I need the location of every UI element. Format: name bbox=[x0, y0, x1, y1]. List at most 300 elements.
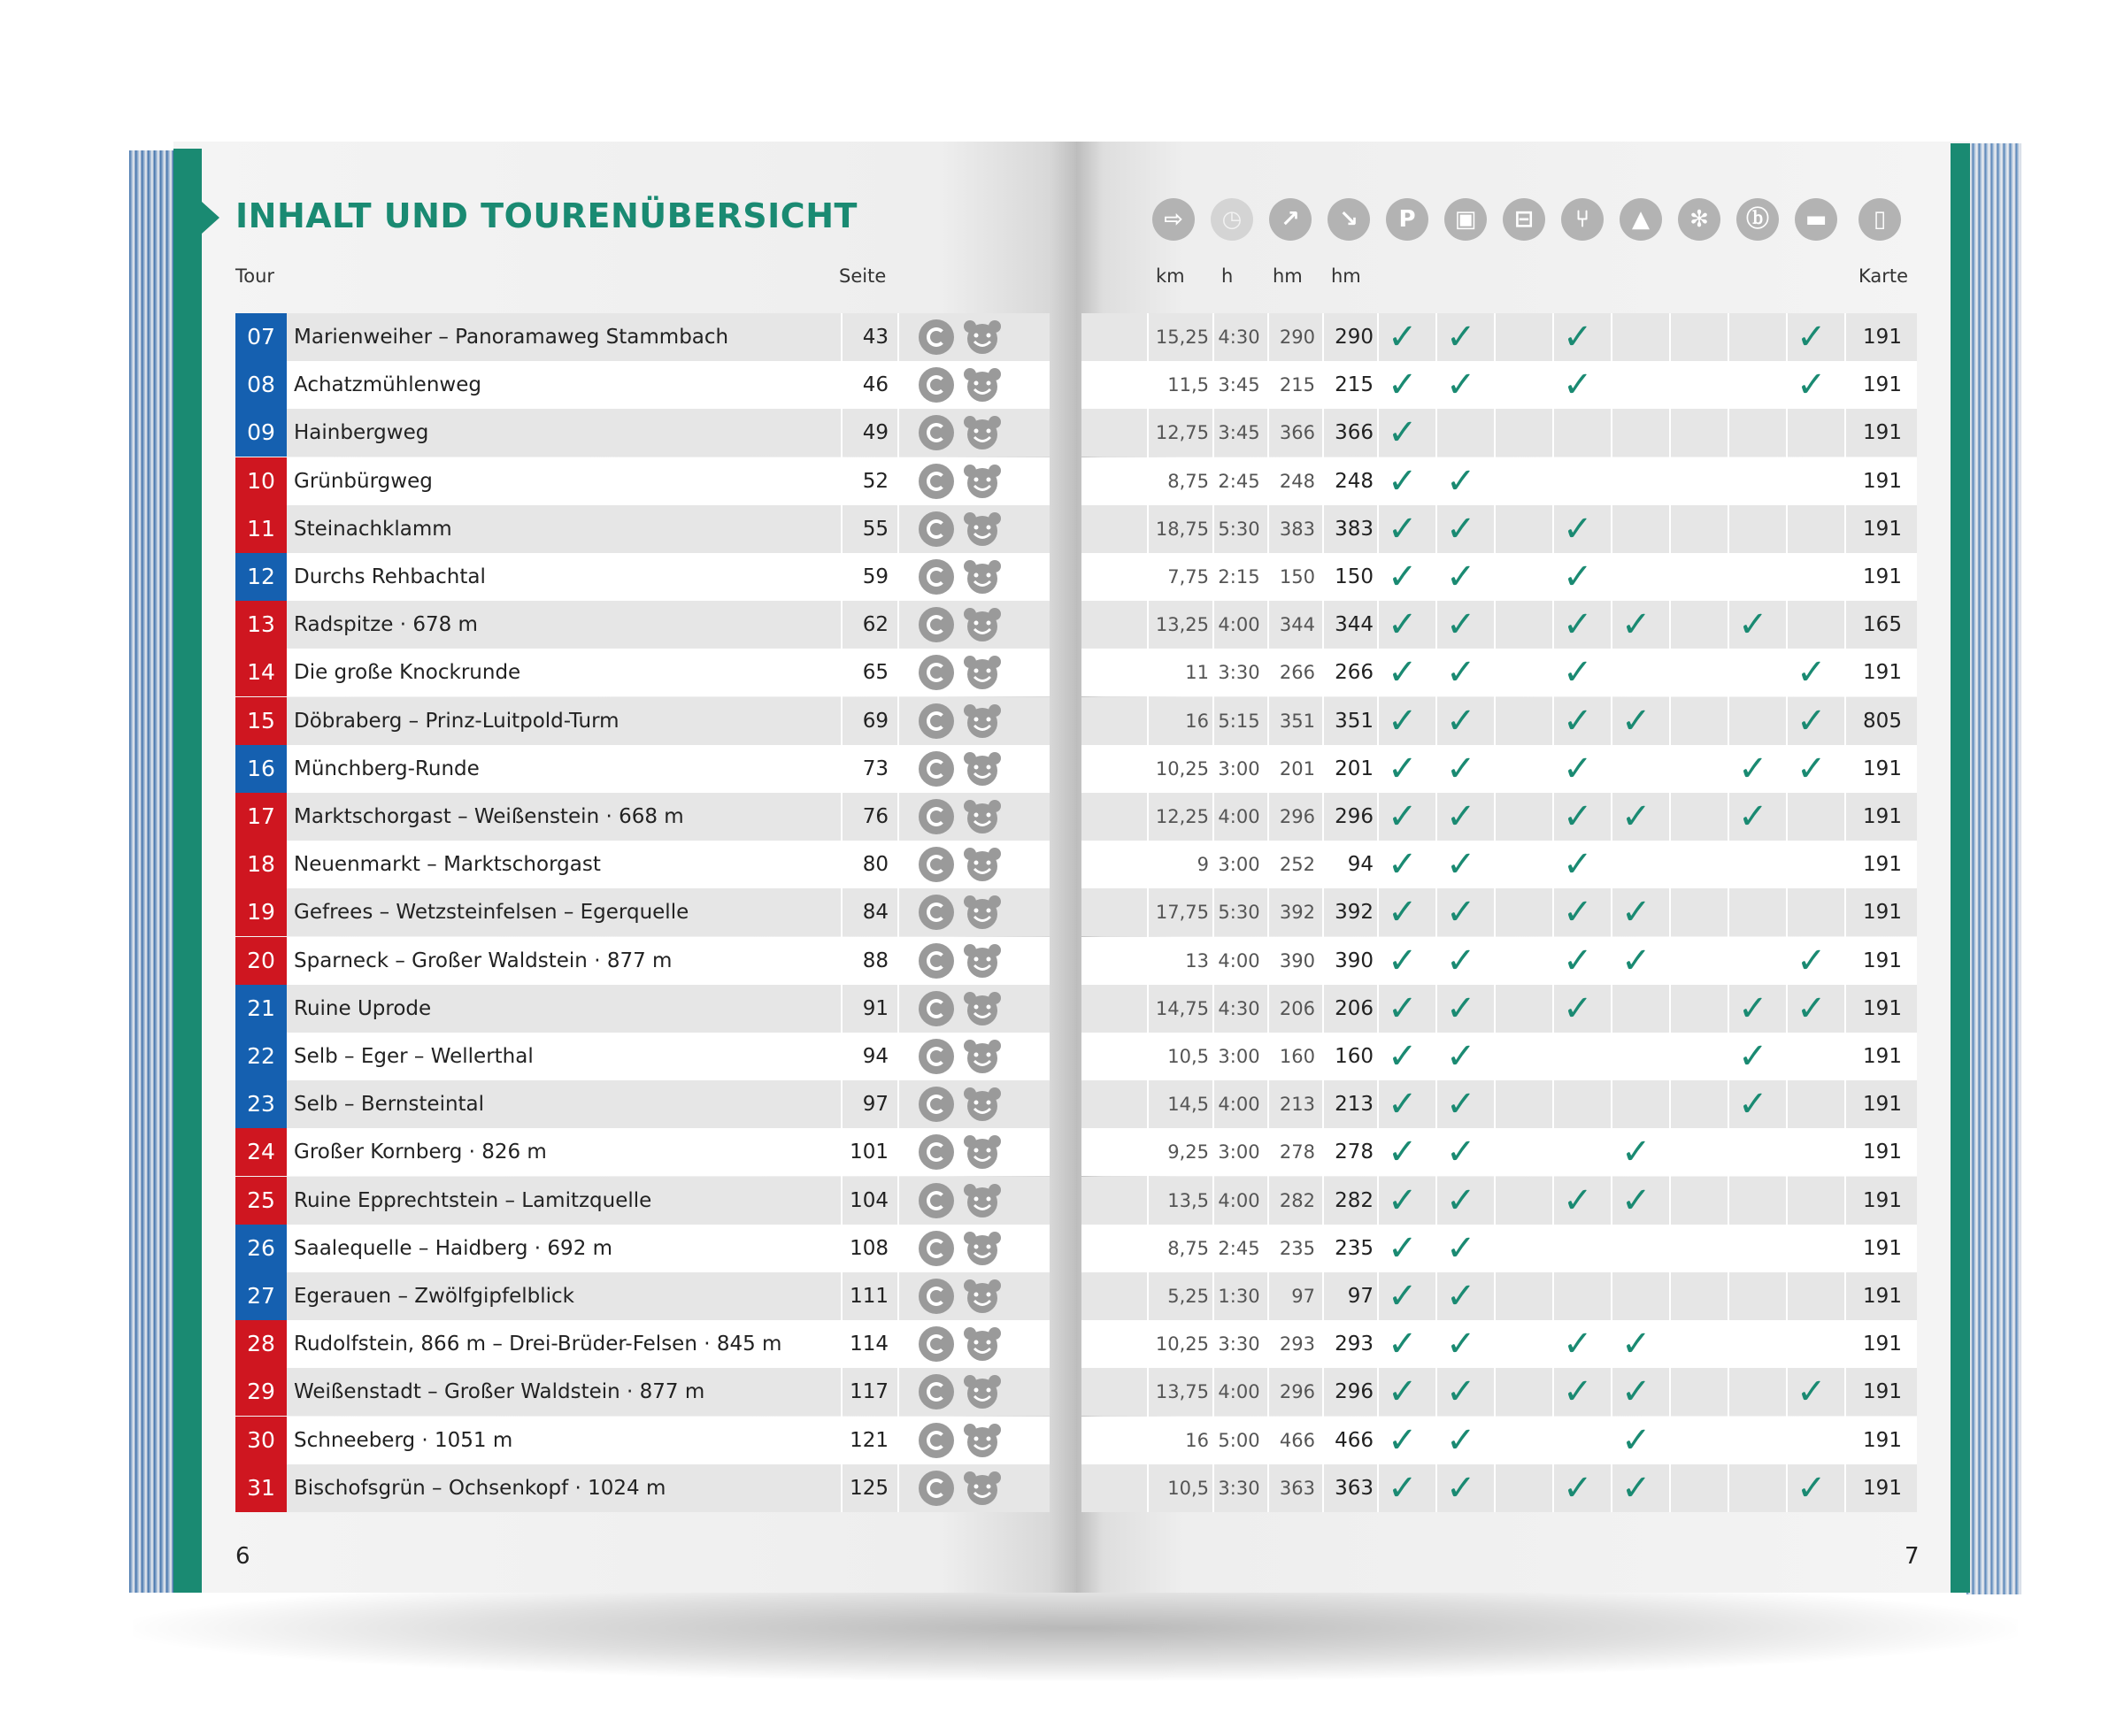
check-mark-icon: ✓ bbox=[1563, 317, 1593, 357]
tour-page: 43 bbox=[862, 326, 889, 349]
check-mark-icon: ✓ bbox=[1563, 604, 1593, 645]
difficulty-icon bbox=[919, 1374, 954, 1410]
check-mark-icon: ✓ bbox=[1738, 1084, 1768, 1125]
header-ascent: hm bbox=[1273, 265, 1303, 287]
tour-number-badge: 15 bbox=[235, 697, 287, 745]
column-divider bbox=[841, 313, 843, 1512]
left-page-accent-bar bbox=[173, 149, 202, 1593]
tour-page: 65 bbox=[862, 661, 889, 684]
tour-descent: 466 bbox=[1335, 1429, 1374, 1452]
check-mark-icon: ✓ bbox=[1388, 1420, 1418, 1461]
bus-icon: ▣ bbox=[1444, 198, 1487, 241]
check-mark-icon: ✓ bbox=[1738, 796, 1768, 837]
column-divider bbox=[1611, 313, 1612, 1512]
check-mark-icon: ✓ bbox=[1446, 1132, 1476, 1172]
tour-name: Großer Kornberg · 826 m bbox=[294, 1141, 547, 1164]
check-mark-icon: ✓ bbox=[1388, 604, 1418, 645]
tour-ascent: 248 bbox=[1279, 471, 1315, 492]
tour-km: 11 bbox=[1185, 662, 1209, 683]
check-mark-icon: ✓ bbox=[1563, 652, 1593, 693]
difficulty-icon bbox=[919, 655, 954, 690]
check-mark-icon: ✓ bbox=[1797, 652, 1827, 693]
check-mark-icon: ✓ bbox=[1563, 1324, 1593, 1364]
column-divider bbox=[1728, 313, 1729, 1512]
tour-page: 62 bbox=[862, 613, 889, 636]
tour-hours: 4:30 bbox=[1218, 998, 1260, 1019]
tour-descent: 206 bbox=[1335, 997, 1374, 1020]
tour-hours: 3:30 bbox=[1218, 1478, 1260, 1499]
tour-km: 16 bbox=[1185, 1430, 1209, 1451]
difficulty-icon bbox=[919, 1183, 954, 1218]
right-page-accent-bar bbox=[1951, 143, 1970, 1593]
check-mark-icon: ✓ bbox=[1797, 1468, 1827, 1509]
tour-km: 16 bbox=[1185, 711, 1209, 732]
tour-map-number: 191 bbox=[1863, 1285, 1902, 1308]
check-mark-icon: ✓ bbox=[1563, 988, 1593, 1029]
tour-number-badge: 24 bbox=[235, 1128, 287, 1176]
tour-km: 12,75 bbox=[1155, 422, 1209, 443]
family-bear-icon bbox=[963, 464, 1002, 499]
tour-hours: 3:00 bbox=[1218, 854, 1260, 875]
check-mark-icon: ✓ bbox=[1446, 1084, 1476, 1125]
tour-ascent: 278 bbox=[1279, 1141, 1315, 1163]
difficulty-icon bbox=[919, 1423, 954, 1458]
check-mark-icon: ✓ bbox=[1797, 701, 1827, 741]
tour-hours: 3:00 bbox=[1218, 1141, 1260, 1163]
tour-name: Hainbergweg bbox=[294, 421, 429, 444]
tour-number-badge: 08 bbox=[235, 361, 287, 409]
tour-page: 94 bbox=[862, 1045, 889, 1068]
check-mark-icon: ✓ bbox=[1388, 1324, 1418, 1364]
tour-number-badge: 30 bbox=[235, 1417, 287, 1464]
column-divider bbox=[1147, 313, 1149, 1512]
tour-map-number: 191 bbox=[1863, 1429, 1902, 1452]
column-divider bbox=[1267, 313, 1269, 1512]
tour-page: 121 bbox=[850, 1429, 889, 1452]
tour-name: Gefrees – Wetzsteinfelsen – Egerquelle bbox=[294, 901, 689, 924]
tour-km: 13,25 bbox=[1155, 614, 1209, 635]
family-bear-icon bbox=[963, 1326, 1002, 1362]
tour-number-badge: 14 bbox=[235, 649, 287, 696]
tour-descent: 150 bbox=[1335, 565, 1374, 588]
tour-number-badge: 31 bbox=[235, 1464, 287, 1512]
family-bear-icon bbox=[963, 367, 1002, 403]
column-divider bbox=[1322, 313, 1324, 1512]
tour-name: Rudolfstein, 866 m – Drei-Brüder-Felsen · 845 m bbox=[294, 1333, 782, 1356]
tour-descent: 278 bbox=[1335, 1141, 1374, 1164]
tour-ascent: 97 bbox=[1291, 1286, 1315, 1307]
page-number-left: 6 bbox=[235, 1543, 250, 1570]
check-mark-icon: ✓ bbox=[1388, 1180, 1418, 1221]
difficulty-wave-icon bbox=[919, 847, 954, 882]
column-divider bbox=[1435, 313, 1437, 1512]
tour-descent: 282 bbox=[1335, 1189, 1374, 1212]
tour-hours: 5:30 bbox=[1218, 518, 1260, 540]
tour-number-badge: 22 bbox=[235, 1033, 287, 1080]
check-mark-icon: ✓ bbox=[1738, 988, 1768, 1029]
tour-name: Döbraberg – Prinz-Luitpold-Turm bbox=[294, 710, 620, 733]
check-mark-icon: ✓ bbox=[1563, 1180, 1593, 1221]
family-bear-icon bbox=[963, 1231, 1002, 1266]
check-mark-icon: ✓ bbox=[1797, 749, 1827, 789]
check-mark-icon: ✓ bbox=[1797, 988, 1827, 1029]
tour-hours: 5:30 bbox=[1218, 902, 1260, 923]
check-mark-icon: ✓ bbox=[1621, 1468, 1651, 1509]
tour-ascent: 206 bbox=[1279, 998, 1315, 1019]
difficulty-icon bbox=[919, 1326, 954, 1362]
check-mark-icon: ✓ bbox=[1388, 557, 1418, 597]
difficulty-icon bbox=[919, 1231, 954, 1266]
ascent-icon: ↗ bbox=[1269, 198, 1312, 241]
tour-ascent: 160 bbox=[1279, 1046, 1315, 1067]
tour-number-badge: 20 bbox=[235, 937, 287, 985]
tour-map-number: 191 bbox=[1863, 1477, 1902, 1500]
tour-ascent: 282 bbox=[1279, 1190, 1315, 1211]
tour-descent: 351 bbox=[1335, 710, 1374, 733]
check-mark-icon: ✓ bbox=[1446, 365, 1476, 405]
tour-ascent: 215 bbox=[1279, 374, 1315, 396]
check-mark-icon: ✓ bbox=[1797, 1371, 1827, 1412]
check-mark-icon: ✓ bbox=[1388, 749, 1418, 789]
tour-map-number: 191 bbox=[1863, 1237, 1902, 1260]
tour-name: Münchberg-Runde bbox=[294, 757, 480, 780]
check-mark-icon: ✓ bbox=[1446, 1228, 1476, 1269]
tour-km: 13,75 bbox=[1155, 1381, 1209, 1402]
family-bear-icon bbox=[963, 703, 1002, 739]
check-mark-icon: ✓ bbox=[1446, 701, 1476, 741]
tour-map-number: 191 bbox=[1863, 1380, 1902, 1403]
tour-name: Radspitze · 678 m bbox=[294, 613, 478, 636]
check-mark-icon: ✓ bbox=[1446, 604, 1476, 645]
tour-number-badge: 27 bbox=[235, 1272, 287, 1320]
check-mark-icon: ✓ bbox=[1388, 844, 1418, 885]
tour-ascent: 235 bbox=[1279, 1238, 1315, 1259]
header-karte: Karte bbox=[1858, 265, 1909, 287]
tour-ascent: 466 bbox=[1279, 1430, 1315, 1451]
check-mark-icon: ✓ bbox=[1446, 988, 1476, 1029]
tour-km: 10,25 bbox=[1155, 758, 1209, 780]
tour-page: 104 bbox=[850, 1189, 889, 1212]
family-bear-icon bbox=[963, 1279, 1002, 1314]
check-mark-icon: ✓ bbox=[1388, 412, 1418, 453]
check-mark-icon: ✓ bbox=[1797, 941, 1827, 981]
check-mark-icon: ✓ bbox=[1388, 461, 1418, 502]
tour-hours: 4:00 bbox=[1218, 1094, 1260, 1115]
tour-page: 46 bbox=[862, 373, 889, 396]
difficulty-icon bbox=[919, 703, 954, 739]
tour-number-badge: 11 bbox=[235, 505, 287, 553]
check-mark-icon: ✓ bbox=[1797, 365, 1827, 405]
page-number-right: 7 bbox=[1905, 1543, 1920, 1570]
check-mark-icon: ✓ bbox=[1388, 1036, 1418, 1077]
tour-page: 49 bbox=[862, 421, 889, 444]
check-mark-icon: ✓ bbox=[1563, 749, 1593, 789]
family-bear-icon bbox=[963, 607, 1002, 642]
tour-km: 13,5 bbox=[1167, 1190, 1209, 1211]
tour-ascent: 383 bbox=[1279, 518, 1315, 540]
tour-map-number: 191 bbox=[1863, 565, 1902, 588]
tour-hours: 4:00 bbox=[1218, 950, 1260, 972]
difficulty-icon bbox=[919, 1087, 954, 1122]
tour-descent: 390 bbox=[1335, 949, 1374, 972]
tour-number-badge: 25 bbox=[235, 1177, 287, 1225]
family-bear-icon bbox=[963, 1087, 1002, 1122]
tour-map-number: 191 bbox=[1863, 518, 1902, 541]
difficulty-icon bbox=[919, 367, 954, 403]
page-title: INHALT UND TOURENÜBERSICHT bbox=[235, 196, 858, 235]
check-mark-icon: ✓ bbox=[1738, 749, 1768, 789]
tour-ascent: 293 bbox=[1279, 1333, 1315, 1355]
tour-map-number: 191 bbox=[1863, 805, 1902, 828]
tour-map-number: 191 bbox=[1863, 997, 1902, 1020]
tour-map-number: 191 bbox=[1863, 853, 1902, 876]
tour-km: 15,25 bbox=[1155, 326, 1209, 348]
tour-hours: 4:00 bbox=[1218, 1381, 1260, 1402]
family-bear-icon bbox=[963, 1183, 1002, 1218]
tour-ascent: 266 bbox=[1279, 662, 1315, 683]
family-bear-icon bbox=[963, 1039, 1002, 1074]
check-mark-icon: ✓ bbox=[1621, 1180, 1651, 1221]
check-mark-icon: ✓ bbox=[1388, 796, 1418, 837]
tour-number-badge: 21 bbox=[235, 985, 287, 1033]
tour-map-number: 191 bbox=[1863, 949, 1902, 972]
check-mark-icon: ✓ bbox=[1621, 796, 1651, 837]
tour-ascent: 213 bbox=[1279, 1094, 1315, 1115]
check-mark-icon: ✓ bbox=[1621, 1371, 1651, 1412]
tour-map-number: 805 bbox=[1863, 710, 1902, 733]
check-mark-icon: ✓ bbox=[1388, 1084, 1418, 1125]
check-mark-icon: ✓ bbox=[1446, 844, 1476, 885]
difficulty-icon bbox=[919, 1471, 954, 1506]
tour-map-number: 191 bbox=[1863, 661, 1902, 684]
tour-name: Die große Knockrunde bbox=[294, 661, 521, 684]
check-mark-icon: ✓ bbox=[1563, 796, 1593, 837]
family-bear-icon bbox=[963, 847, 1002, 882]
tour-number-badge: 07 bbox=[235, 313, 287, 361]
check-mark-icon: ✓ bbox=[1563, 1371, 1593, 1412]
column-divider bbox=[1844, 313, 1846, 1512]
tour-ascent: 150 bbox=[1279, 566, 1315, 588]
tour-name: Grünbürgweg bbox=[294, 470, 433, 493]
tour-map-number: 191 bbox=[1863, 1141, 1902, 1164]
check-mark-icon: ✓ bbox=[1388, 365, 1418, 405]
difficulty-icon bbox=[919, 559, 954, 595]
tour-number-badge: 09 bbox=[235, 409, 287, 457]
tour-descent: 215 bbox=[1335, 373, 1374, 396]
check-mark-icon: ✓ bbox=[1446, 1420, 1476, 1461]
tour-km: 10,5 bbox=[1167, 1046, 1209, 1067]
tour-descent: 366 bbox=[1335, 421, 1374, 444]
check-mark-icon: ✓ bbox=[1388, 1276, 1418, 1317]
family-bear-icon bbox=[963, 1423, 1002, 1458]
tour-descent: 392 bbox=[1335, 901, 1374, 924]
header-km: km bbox=[1156, 265, 1185, 287]
family-bear-icon bbox=[963, 799, 1002, 834]
family-bear-icon bbox=[963, 1134, 1002, 1170]
check-mark-icon: ✓ bbox=[1446, 1276, 1476, 1317]
difficulty-icon bbox=[919, 1039, 954, 1074]
tour-descent: 248 bbox=[1335, 470, 1374, 493]
tour-ascent: 252 bbox=[1279, 854, 1315, 875]
tour-page: 108 bbox=[850, 1237, 889, 1260]
difficulty-icon bbox=[919, 1134, 954, 1170]
family-bear-icon bbox=[963, 943, 1002, 979]
check-mark-icon: ✓ bbox=[1388, 701, 1418, 741]
tour-descent: 363 bbox=[1335, 1477, 1374, 1500]
tour-name: Marienweiher – Panoramaweg Stammbach bbox=[294, 326, 729, 349]
tour-name: Selb – Eger – Wellerthal bbox=[294, 1045, 534, 1068]
tour-number-badge: 23 bbox=[235, 1080, 287, 1128]
tour-descent: 293 bbox=[1335, 1333, 1374, 1356]
tour-number-badge: 26 bbox=[235, 1225, 287, 1272]
bike-icon: ⓑ bbox=[1736, 198, 1779, 241]
tour-ascent: 363 bbox=[1279, 1478, 1315, 1499]
tour-page: 111 bbox=[850, 1285, 889, 1308]
check-mark-icon: ✓ bbox=[1563, 941, 1593, 981]
tour-map-number: 191 bbox=[1863, 1045, 1902, 1068]
clock-icon: ◷ bbox=[1211, 198, 1253, 241]
check-mark-icon: ✓ bbox=[1621, 892, 1651, 933]
tour-name: Egerauen – Zwölfgipfelblick bbox=[294, 1285, 574, 1308]
tour-ascent: 344 bbox=[1279, 614, 1315, 635]
tour-name: Weißenstadt – Großer Waldstein · 877 m bbox=[294, 1380, 705, 1403]
difficulty-icon bbox=[919, 751, 954, 787]
tour-map-number: 191 bbox=[1863, 1093, 1902, 1116]
tour-hours: 3:45 bbox=[1218, 422, 1260, 443]
tour-hours: 4:00 bbox=[1218, 614, 1260, 635]
check-mark-icon: ✓ bbox=[1563, 701, 1593, 741]
tour-map-number: 165 bbox=[1863, 613, 1902, 636]
tour-hours: 3:30 bbox=[1218, 662, 1260, 683]
tour-hours: 2:45 bbox=[1218, 471, 1260, 492]
tour-hours: 1:30 bbox=[1218, 1286, 1260, 1307]
tour-hours: 5:00 bbox=[1218, 1430, 1260, 1451]
check-mark-icon: ✓ bbox=[1446, 461, 1476, 502]
tour-descent: 344 bbox=[1335, 613, 1374, 636]
check-mark-icon: ✓ bbox=[1563, 557, 1593, 597]
tour-name: Ruine Uprode bbox=[294, 997, 432, 1020]
tour-map-number: 191 bbox=[1863, 470, 1902, 493]
check-mark-icon: ✓ bbox=[1446, 796, 1476, 837]
check-mark-icon: ✓ bbox=[1621, 701, 1651, 741]
tour-number-badge: 28 bbox=[235, 1320, 287, 1368]
tour-map-number: 191 bbox=[1863, 757, 1902, 780]
tour-descent: 296 bbox=[1335, 1380, 1374, 1403]
tour-page: 73 bbox=[862, 757, 889, 780]
tour-descent: 97 bbox=[1347, 1285, 1374, 1308]
check-mark-icon: ✓ bbox=[1388, 941, 1418, 981]
check-mark-icon: ✓ bbox=[1621, 604, 1651, 645]
tour-ascent: 296 bbox=[1279, 806, 1315, 827]
tour-hours: 3:45 bbox=[1218, 374, 1260, 396]
map-icon: ▯ bbox=[1858, 198, 1901, 241]
check-mark-icon: ✓ bbox=[1563, 365, 1593, 405]
tour-km: 8,75 bbox=[1167, 471, 1209, 492]
tour-page: 80 bbox=[862, 853, 889, 876]
column-divider bbox=[1212, 313, 1214, 1512]
check-mark-icon: ✓ bbox=[1388, 509, 1418, 549]
tour-km: 8,75 bbox=[1167, 1238, 1209, 1259]
tour-name: Achatzmühlenweg bbox=[294, 373, 481, 396]
check-mark-icon: ✓ bbox=[1388, 652, 1418, 693]
tour-hours: 2:45 bbox=[1218, 1238, 1260, 1259]
tour-page: 101 bbox=[850, 1141, 889, 1164]
tour-ascent: 366 bbox=[1279, 422, 1315, 443]
check-mark-icon: ✓ bbox=[1446, 941, 1476, 981]
tour-hours: 3:00 bbox=[1218, 1046, 1260, 1067]
check-mark-icon: ✓ bbox=[1388, 1371, 1418, 1412]
tour-page: 69 bbox=[862, 710, 889, 733]
check-mark-icon: ✓ bbox=[1563, 844, 1593, 885]
tour-map-number: 191 bbox=[1863, 326, 1902, 349]
tour-number-badge: 12 bbox=[235, 553, 287, 601]
cable-car-icon: ⊟ bbox=[1503, 198, 1545, 241]
winter-icon: ✻ bbox=[1678, 198, 1720, 241]
summit-icon: ▲ bbox=[1620, 198, 1662, 241]
restaurant-icon: ⑂ bbox=[1561, 198, 1604, 241]
tour-descent: 296 bbox=[1335, 805, 1374, 828]
tour-number-badge: 29 bbox=[235, 1368, 287, 1416]
family-bear-icon bbox=[963, 895, 1002, 930]
tour-page: 114 bbox=[850, 1333, 889, 1356]
column-divider bbox=[1494, 313, 1496, 1512]
tour-descent: 213 bbox=[1335, 1093, 1374, 1116]
tour-name: Marktschorgast – Weißenstein · 668 m bbox=[294, 805, 684, 828]
check-mark-icon: ✓ bbox=[1446, 557, 1476, 597]
check-mark-icon: ✓ bbox=[1563, 1468, 1593, 1509]
difficulty-icon bbox=[919, 799, 954, 834]
tour-page: 76 bbox=[862, 805, 889, 828]
tour-km: 12,25 bbox=[1155, 806, 1209, 827]
tour-hours: 5:15 bbox=[1218, 711, 1260, 732]
tour-name: Saalequelle – Haidberg · 692 m bbox=[294, 1237, 613, 1260]
tour-ascent: 290 bbox=[1279, 326, 1315, 348]
tour-km: 17,75 bbox=[1155, 902, 1209, 923]
check-mark-icon: ✓ bbox=[1388, 317, 1418, 357]
tour-name: Durchs Rehbachtal bbox=[294, 565, 486, 588]
tour-page: 59 bbox=[862, 565, 889, 588]
check-mark-icon: ✓ bbox=[1446, 1468, 1476, 1509]
check-mark-icon: ✓ bbox=[1446, 1371, 1476, 1412]
tour-km: 13 bbox=[1185, 950, 1209, 972]
tour-km: 9 bbox=[1197, 854, 1209, 875]
tour-hours: 3:30 bbox=[1218, 1333, 1260, 1355]
family-bear-icon bbox=[963, 559, 1002, 595]
tour-km: 7,75 bbox=[1167, 566, 1209, 588]
check-mark-icon: ✓ bbox=[1388, 1132, 1418, 1172]
tour-km: 10,5 bbox=[1167, 1478, 1209, 1499]
tour-km: 11,5 bbox=[1167, 374, 1209, 396]
check-mark-icon: ✓ bbox=[1563, 509, 1593, 549]
parking-icon: P bbox=[1386, 198, 1428, 241]
family-bear-icon bbox=[963, 1471, 1002, 1506]
check-mark-icon: ✓ bbox=[1446, 509, 1476, 549]
tour-map-number: 191 bbox=[1863, 901, 1902, 924]
check-mark-icon: ✓ bbox=[1621, 941, 1651, 981]
tour-ascent: 296 bbox=[1279, 1381, 1315, 1402]
difficulty-icon bbox=[919, 319, 954, 355]
header-descent: hm bbox=[1331, 265, 1361, 287]
tour-hours: 2:15 bbox=[1218, 566, 1260, 588]
tour-km: 5,25 bbox=[1167, 1286, 1209, 1307]
difficulty-icon bbox=[919, 1279, 954, 1314]
descent-icon: ↘ bbox=[1328, 198, 1370, 241]
family-bear-icon bbox=[963, 511, 1002, 547]
tour-descent: 201 bbox=[1335, 757, 1374, 780]
tour-descent: 235 bbox=[1335, 1237, 1374, 1260]
tour-ascent: 201 bbox=[1279, 758, 1315, 780]
tour-page: 97 bbox=[862, 1093, 889, 1116]
